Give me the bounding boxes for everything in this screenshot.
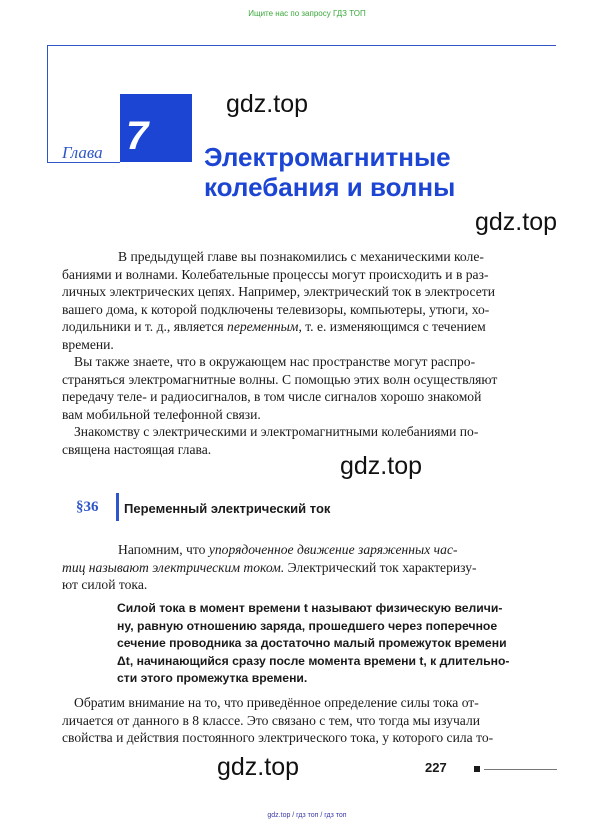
- intro-paragraph-1: [62, 248, 555, 353]
- chapter-number: 7: [126, 114, 149, 158]
- intro-paragraph-2: [62, 353, 555, 423]
- page-marker-square: [474, 766, 480, 772]
- definition-block: [117, 600, 554, 688]
- text-line: В предыдущей главе вы познакомились с механическими коле-: [118, 249, 484, 264]
- text-line: личных электрических цепях. Например, электрический ток в электросети: [62, 284, 496, 299]
- text-line: вашего дома, к которой подключены телевизоры, компьютеры, утюги, хо-: [62, 301, 490, 317]
- text-line: священа настоящая глава.: [62, 441, 212, 457]
- body-paragraph-2: [62, 694, 555, 747]
- definition-line: Δt, начинающийся сразу после момента времени t, к длительно-: [117, 653, 510, 668]
- text-line: времени.: [62, 336, 114, 352]
- watermark: gdz.top: [217, 753, 300, 781]
- emphasis-term: переменным: [227, 319, 299, 334]
- section-number: §36: [76, 499, 99, 515]
- emphasis-term: тиц называют электрическим током.: [62, 559, 285, 575]
- text-line: личается от данного в 8 классе. Это связано с тем, что тогда мы изучали: [62, 712, 481, 728]
- chapter-frame-left: [47, 45, 48, 162]
- text-line: Напомним, что упорядоченное движение заряженных час-: [118, 542, 458, 557]
- watermark: gdz.top: [226, 90, 309, 118]
- text-line: ют силой тока.: [62, 577, 148, 592]
- definition-line: ну, равную отношению заряда, прошедшего через поперечное: [117, 618, 498, 633]
- text-line: передачу теле- и радиосигналов, в том числе сигналов хорошо знакомой: [62, 389, 482, 404]
- page-number: 227: [425, 760, 447, 775]
- text-line: свойства и действия постоянного электрического тока, у которого сила то-: [62, 730, 494, 745]
- definition-line: Силой тока в момент времени t называют физическую величи-: [117, 601, 503, 615]
- chapter-title: [204, 142, 455, 202]
- chapter-title-line1: Электромагнитные: [204, 142, 451, 172]
- footer-note: gdz.top / гдз топ / гдз топ: [267, 812, 347, 819]
- chapter-frame-top: [47, 45, 556, 46]
- watermark: gdz.top: [340, 452, 423, 480]
- definition-line: сти этого промежутка времени.: [117, 671, 308, 685]
- text-line: страняться электромагнитные волны. С помощью этих волн осуществляют: [62, 371, 498, 387]
- page-marker-line: [484, 769, 557, 770]
- header-note: Ищите нас по запросу ГДЗ ТОП: [248, 9, 366, 18]
- text-line: Вы также знаете, что в окружающем нас пространстве могут распро-: [74, 354, 476, 369]
- watermark: gdz.top: [475, 208, 558, 236]
- section-title: Переменный электрический ток: [124, 501, 331, 516]
- body-paragraph-1: [62, 541, 555, 594]
- intro-paragraph-3: [62, 423, 555, 458]
- definition-line: сечение проводника за достаточно малый промежуток времени: [117, 636, 507, 650]
- chapter-word: Глава: [62, 143, 103, 162]
- text-line: лодильники и т. д., является переменным, т. е. изменяющимся с течением: [62, 319, 486, 334]
- emphasis-term: упорядоченное движение заряженных час-: [208, 542, 458, 557]
- text-line: тиц называют электрическим током. Электрический ток характеризу-: [62, 559, 477, 575]
- text-line: Знакомству с электрическими и электромагнитными колебаниями по-: [74, 424, 479, 439]
- text-line: баниями и волнами. Колебательные процессы могут происходить и в раз-: [62, 266, 489, 282]
- text-line: Обратим внимание на то, что приведённое определение силы тока от-: [74, 695, 479, 710]
- text-line: вам мобильной телефонной связи.: [62, 406, 261, 422]
- chapter-title-line2: колебания и волны: [204, 172, 456, 202]
